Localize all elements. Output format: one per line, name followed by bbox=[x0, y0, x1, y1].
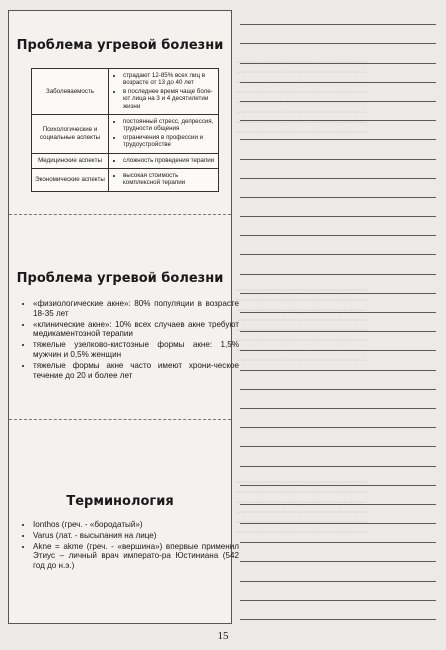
note-line bbox=[240, 236, 436, 255]
row-item: • в последнее время чаще боле-ют лица на 3 и 4 десятилетии жизни bbox=[123, 88, 216, 110]
note-line bbox=[240, 524, 436, 543]
list-item: • «физиологические акне»: 80% популяции в возрасте 18-35 лет bbox=[33, 299, 239, 319]
list-item: • Varus (лат. - высыпания на лице) bbox=[33, 531, 239, 541]
list-item: • Akne = akme (греч. - «вершина») впервые применил Этиус – личный врач императо-ра Юстиниана (542 год до н.э.) bbox=[33, 542, 239, 571]
note-line bbox=[240, 140, 436, 159]
table-row bbox=[32, 115, 219, 154]
note-line bbox=[240, 83, 436, 102]
problem-table bbox=[31, 68, 219, 192]
note-line bbox=[240, 121, 436, 140]
table-row bbox=[32, 153, 219, 168]
slides-column bbox=[8, 10, 239, 624]
notes-lines bbox=[240, 6, 436, 620]
row-label: Медицинские аспекты bbox=[32, 153, 109, 168]
slide-3-title: Терминология bbox=[66, 494, 174, 509]
table-row bbox=[32, 69, 219, 115]
note-line bbox=[240, 160, 436, 179]
row-item: • ограничения в профессии и трудоустройстве bbox=[123, 134, 216, 149]
note-line bbox=[240, 275, 436, 294]
slide-2 bbox=[9, 215, 239, 420]
note-line bbox=[240, 428, 436, 447]
note-line bbox=[240, 351, 436, 370]
row-label: Экономические аспекты bbox=[32, 169, 109, 192]
note-line bbox=[240, 6, 436, 25]
slide-2-list bbox=[17, 299, 239, 381]
show-through-text: ~~~~~~~~~~~~~~~~~~~~~~~~~~~~ ~~~~~~~~~~~~~~~~~~~~~~~~~~~~ ~~~~~~~~~~~~~~~~~~~~~~~~~~~~ ~~~~~~~~~~~~~~~~~~~~~~~~~~~~ ~~~~~~~~~~~~~~~~~~~~~~~~~~~~ ~~~~~~~~~~~~~~~~~~~~~~~~~~~~ bbox=[236, 478, 367, 537]
row-label: Заболеваемость bbox=[32, 69, 109, 115]
note-line bbox=[240, 601, 436, 620]
note-line bbox=[240, 25, 436, 44]
row-item: • сложность проведения терапии bbox=[123, 157, 216, 164]
page-number: 15 bbox=[217, 630, 229, 642]
row-label: Психологические и социальные аспекты bbox=[32, 115, 109, 154]
note-line bbox=[240, 294, 436, 313]
note-line bbox=[240, 371, 436, 390]
note-line bbox=[240, 217, 436, 236]
show-through-text: ~~~~~~~~~~~~~~~~~~~~~~~~~~~~ ~~~~~~~~~~~~~~~~~~~~~~~~~~~~ ~~~~~~~~~~~~~~~~~~~~~~~~~~~~ ~~~~~~~~~~~~~~~~~~~~~~~~~~~~ ~~~~~~~~~~~~~~~~~~~~~~~~~~~~ ~~~~~~~~~~~~~~~~~~~~~~~~~~~~ ~~~~~~~~~~~~~~~~~~~~~~~~~~~~ ~~~~~~~~~~~~~~~~~~~~~~~~~~~~ bbox=[236, 286, 367, 365]
note-line bbox=[240, 102, 436, 121]
list-item: • тяжелые формы акне часто имеют хрони-ческое течение до 20 и более лет bbox=[33, 361, 239, 381]
note-line bbox=[240, 332, 436, 351]
note-line bbox=[240, 198, 436, 217]
note-line bbox=[240, 390, 436, 409]
row-item: • страдают 12-85% всех лиц в возрасте от 13 до 40 лет bbox=[123, 72, 216, 87]
list-item: • тяжелые узелково-кистозные формы акне: 1,5% мужчин и 0,5% женщин bbox=[33, 340, 239, 360]
list-item: • Ionthos (греч. - «бородатый») bbox=[33, 520, 239, 530]
slide-1-title: Проблема угревой болезни bbox=[16, 38, 224, 53]
note-line bbox=[240, 486, 436, 505]
note-line bbox=[240, 409, 436, 428]
note-line bbox=[240, 179, 436, 198]
note-line bbox=[240, 543, 436, 562]
row-item: • высокая стоимость комплексной терапии bbox=[123, 172, 216, 187]
slide-1 bbox=[9, 11, 231, 215]
slide-3 bbox=[9, 420, 239, 623]
note-line bbox=[240, 44, 436, 63]
slide-3-list bbox=[17, 520, 239, 572]
note-line bbox=[240, 562, 436, 581]
note-line bbox=[240, 582, 436, 601]
slide-2-title: Проблема угревой болезни bbox=[16, 271, 224, 286]
note-line bbox=[240, 467, 436, 486]
table-row bbox=[32, 169, 219, 192]
note-line bbox=[240, 505, 436, 524]
note-line bbox=[240, 64, 436, 83]
note-line bbox=[240, 255, 436, 274]
row-item: • постоянный стресс, депрессия, трудности общения bbox=[123, 118, 216, 133]
list-item: • «клинические акне»: 10% всех случаев акне требуют медикаментозной терапии bbox=[33, 320, 239, 340]
note-line bbox=[240, 313, 436, 332]
note-line bbox=[240, 447, 436, 466]
show-through-text: ~~~~~~~~~~~~~~~~~~~~~~~~~~~~ ~~~~~~~~~~~~~~~~~~~~~~~~~~~~ ~~~~~~~~~~~~~~~~~~~~~~~~~~~~ ~~~~~~~~~~~~~~~~~~~~~~~~~~~~ ~~~~~~~~~~~~~~~~~~~~~~~~~~~~ ~~~~~~~~~~~~~~~~~~~~~~~~~~~~ ~~~~~~~~~~~~~~~~~~~~~~~~~~~~ ~~~~~~~~~~~~~~~~~~~~~~~~~~~~ bbox=[236, 58, 367, 137]
